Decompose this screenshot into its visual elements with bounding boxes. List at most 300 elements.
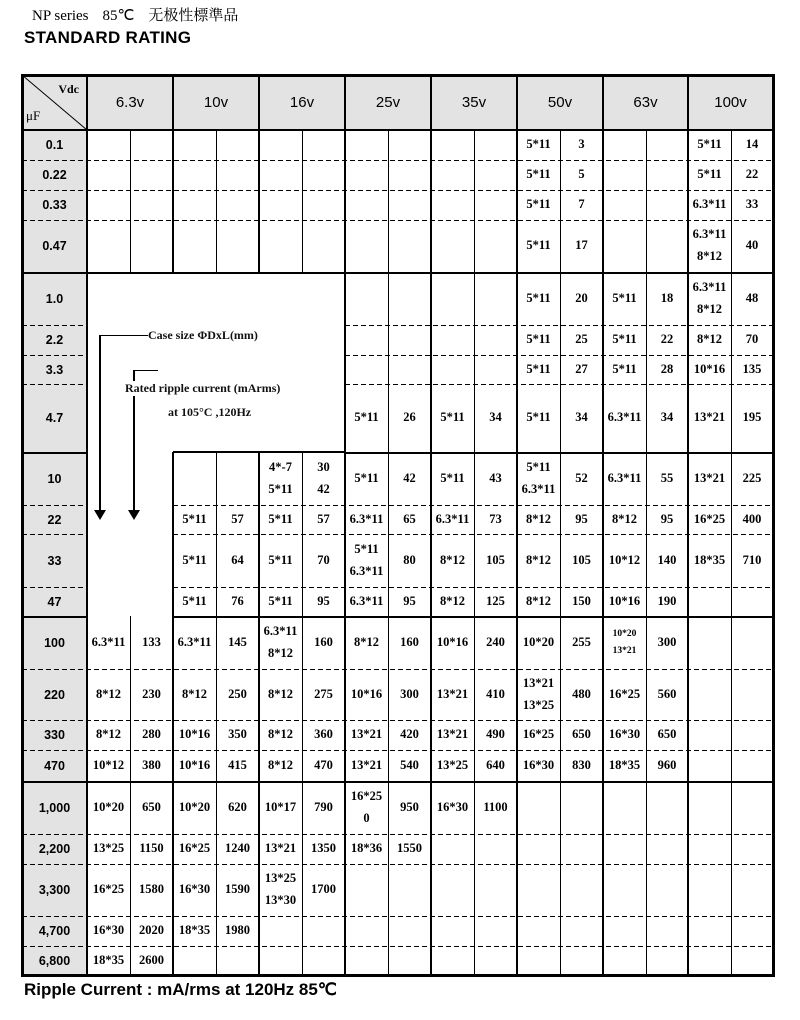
ripple-current-cell <box>731 160 773 190</box>
cell-text: 5*11 <box>354 410 379 425</box>
cell-text: 5*11 <box>526 332 551 347</box>
ripple-current-cell <box>302 720 345 750</box>
cell-text: 190 <box>657 593 677 608</box>
case-size-cell <box>87 616 130 669</box>
column-divider <box>216 452 217 975</box>
cell-text: 2020 <box>139 923 164 938</box>
cell-text: 95 <box>575 511 588 526</box>
header-divider <box>22 129 773 131</box>
voltage-header: 16v <box>259 75 345 130</box>
ripple-current-cell <box>646 272 688 325</box>
row-divider <box>173 534 773 535</box>
cell-text: 5*11 <box>526 197 551 212</box>
column-divider <box>172 130 174 272</box>
cell-text: 26 <box>403 410 416 425</box>
case-size-cell <box>87 669 130 720</box>
ripple-current-cell <box>130 160 173 190</box>
cell-text: 710 <box>742 552 762 567</box>
case-size-cell <box>173 864 216 916</box>
ripple-current-cell <box>302 750 345 781</box>
cell-text: 18*35 <box>92 952 125 967</box>
cell-text: 16*30 <box>92 923 125 938</box>
cell-text: 95 <box>660 511 674 526</box>
case-size-cell <box>517 534 560 587</box>
cell-text: 6.3*11 <box>692 279 727 294</box>
row-divider <box>22 384 87 385</box>
ripple-current-cell <box>646 864 688 916</box>
table-border-bottom <box>21 974 775 977</box>
ripple-current-cell <box>216 452 259 505</box>
column-divider <box>560 130 561 975</box>
ripple-current-cell <box>646 160 688 190</box>
cell-text: 13*21 <box>350 727 383 742</box>
ripple-current-cell <box>388 750 431 781</box>
case-size-cell <box>431 946 474 975</box>
cell-text: 950 <box>400 799 419 814</box>
ripple-current-cell <box>388 220 431 272</box>
cell-text: 650 <box>657 727 677 742</box>
cell-text: 470 <box>314 757 333 772</box>
cell-text: 8*12 <box>526 593 551 608</box>
voltage-header: 10v <box>173 75 259 130</box>
capacitance-label: 0.22 <box>22 160 87 190</box>
case-size-cell <box>345 452 388 505</box>
capacitance-label: 0.33 <box>22 190 87 220</box>
ripple-current-cell <box>388 669 431 720</box>
row-divider <box>345 355 773 356</box>
case-size-cell <box>517 750 560 781</box>
cell-text: 10*16 <box>350 686 383 701</box>
ripple-current-cell <box>474 587 517 616</box>
cell-text: 490 <box>486 727 505 742</box>
row-divider <box>22 864 773 865</box>
series-cn-label: 无极性標準品 <box>148 8 239 24</box>
ripple-current-cell <box>731 916 773 946</box>
case-size-cell <box>345 669 388 720</box>
ripple-current-cell <box>302 616 345 669</box>
cell-text: 160 <box>314 634 333 649</box>
case-size-cell <box>688 325 731 355</box>
ripple-current-cell <box>474 834 517 864</box>
case-size-cell <box>431 190 474 220</box>
cell-text: 300 <box>657 634 677 649</box>
case-size-cell <box>603 669 646 720</box>
ripple-current-cell <box>474 220 517 272</box>
voltage-header: 63v <box>603 75 688 130</box>
row-divider <box>173 616 773 618</box>
case-size-cell <box>603 220 646 272</box>
case-size-cell <box>603 384 646 452</box>
case-size-cell <box>259 160 302 190</box>
page-title: STANDARD RATING <box>24 28 192 47</box>
row-divider <box>22 534 87 535</box>
cell-text: 5*11 <box>526 290 551 305</box>
case-size-cell <box>517 505 560 534</box>
ripple-current-cell <box>731 384 773 452</box>
ripple-current-cell <box>474 452 517 505</box>
cell-text: 16*25 <box>608 686 641 701</box>
row-divider <box>22 355 87 356</box>
cell-text: 10*12 <box>608 552 641 567</box>
ripple-current-cell <box>560 946 603 975</box>
ripple-current-cell <box>731 505 773 534</box>
cell-text: 13*25 <box>522 697 555 712</box>
capacitance-label: 220 <box>22 669 87 720</box>
cell-text: 420 <box>400 727 419 742</box>
case-size-cell <box>345 272 388 325</box>
cell-text: 6.3*11 <box>177 634 212 649</box>
cell-text: 5*11 <box>526 410 551 425</box>
capacitance-label: 0.1 <box>22 130 87 160</box>
ripple-current-cell <box>302 534 345 587</box>
ripple-current-cell <box>130 781 173 834</box>
cell-text: 540 <box>400 757 419 772</box>
case-size-cell <box>259 781 302 834</box>
cell-text: 5*11 <box>612 290 637 305</box>
cell-text: 95 <box>317 593 330 608</box>
ripple-current-cell <box>388 452 431 505</box>
case-size-cell <box>173 190 216 220</box>
ripple-current-cell <box>388 720 431 750</box>
capacitance-label: 10 <box>22 452 87 505</box>
case-size-cell <box>431 325 474 355</box>
cell-text: 5*11 <box>182 511 207 526</box>
cell-text: 10*16 <box>178 757 211 772</box>
cell-text: 195 <box>742 410 762 425</box>
ripple-current-cell <box>388 190 431 220</box>
cell-text: 17 <box>575 238 588 253</box>
case-size-cell <box>259 534 302 587</box>
case-size-cell <box>517 160 560 190</box>
cell-text: 250 <box>228 686 247 701</box>
ripple-current-cell <box>302 781 345 834</box>
cell-text: 13*21 <box>522 675 555 690</box>
capacitance-label: 3,300 <box>22 864 87 916</box>
series-temp: 85℃ <box>102 8 135 24</box>
cell-text: 6.3*11 <box>607 470 642 485</box>
ripple-current-cell <box>646 916 688 946</box>
cell-text: 22 <box>745 167 759 182</box>
column-divider <box>687 130 689 975</box>
column-divider <box>130 130 131 272</box>
ripple-current-cell <box>474 160 517 190</box>
ripple-current-cell <box>130 616 173 669</box>
case-size-cell <box>688 750 731 781</box>
cell-text: 1100 <box>483 799 508 814</box>
ripple-current-cell <box>216 190 259 220</box>
ripple-current-cell <box>646 452 688 505</box>
case-size-cell <box>87 130 130 160</box>
case-size-cell <box>603 325 646 355</box>
cell-text: 620 <box>228 799 247 814</box>
row-divider <box>22 452 87 454</box>
case-size-cell <box>173 534 216 587</box>
cell-text: 70 <box>745 332 759 347</box>
capacitance-label: 0.47 <box>22 220 87 272</box>
ripple-current-cell <box>731 220 773 272</box>
cell-text: 16*25 <box>693 511 726 526</box>
ripple-current-cell <box>216 669 259 720</box>
cell-text: 8*12 <box>96 686 121 701</box>
column-divider <box>602 130 604 975</box>
ripple-current-cell <box>474 190 517 220</box>
cell-text: 480 <box>572 686 591 701</box>
row-divider <box>22 220 773 221</box>
case-size-cell <box>259 946 302 975</box>
case-size-cell <box>431 916 474 946</box>
ripple-current-cell <box>646 834 688 864</box>
row-divider <box>22 190 773 191</box>
cell-text: 64 <box>231 552 244 567</box>
column-divider <box>258 130 260 272</box>
cell-text: 8*12 <box>268 686 293 701</box>
cell-text: 790 <box>314 799 333 814</box>
cell-text: 18*35 <box>608 757 641 772</box>
case-size-cell <box>688 946 731 975</box>
case-size-cell <box>173 452 216 505</box>
case-size-cell <box>517 864 560 916</box>
case-size-cell <box>688 781 731 834</box>
cell-text: 240 <box>486 634 505 649</box>
case-size-cell <box>431 669 474 720</box>
cell-text: 57 <box>231 511 244 526</box>
ripple-current-cell <box>731 587 773 616</box>
cell-text: 1150 <box>139 841 164 856</box>
case-size-cell <box>603 534 646 587</box>
case-size-cell <box>345 190 388 220</box>
voltage-header: 6.3v <box>87 75 173 130</box>
case-size-cell <box>431 834 474 864</box>
case-size-cell <box>259 220 302 272</box>
case-size-cell <box>345 587 388 616</box>
ripple-current-cell <box>388 130 431 160</box>
case-size-cell <box>259 505 302 534</box>
case-size-cell <box>259 190 302 220</box>
ripple-current-cell <box>388 325 431 355</box>
case-size-cell <box>173 720 216 750</box>
case-size-cell <box>517 190 560 220</box>
cell-text: 8*12 <box>268 727 293 742</box>
row-divider <box>173 587 773 588</box>
cell-text: 6.3*11 <box>349 563 384 578</box>
row-divider <box>173 505 773 506</box>
cell-text: 57 <box>317 511 330 526</box>
cell-text: 1590 <box>225 882 250 897</box>
ripple-current-cell <box>130 720 173 750</box>
ripple-current-cell <box>302 916 345 946</box>
cell-text: 8*12 <box>354 634 379 649</box>
corner-cell <box>22 75 87 130</box>
ripple-leader <box>133 370 158 371</box>
case-size-cell <box>345 864 388 916</box>
table-border-top <box>21 74 775 77</box>
column-divider <box>430 130 432 975</box>
case-size-cell <box>688 505 731 534</box>
case-size-cell <box>173 130 216 160</box>
ripple-current-cell <box>388 272 431 325</box>
cell-text: 1240 <box>225 841 250 856</box>
cell-text: 73 <box>489 511 502 526</box>
case-size-cell <box>259 669 302 720</box>
cell-text: 13*21 <box>693 410 726 425</box>
arrow-down-icon <box>94 510 106 520</box>
ripple-current-cell <box>560 384 603 452</box>
case-size-cell <box>259 130 302 160</box>
cell-text: 28 <box>660 361 674 376</box>
cell-text: 13*21 <box>612 645 637 656</box>
cell-text: 5*11 <box>526 361 551 376</box>
cell-text: 133 <box>142 634 161 649</box>
cell-text: 18*36 <box>350 841 383 856</box>
case-size-cell <box>603 616 646 669</box>
ripple-current-cell <box>731 669 773 720</box>
ripple-current-cell <box>474 864 517 916</box>
case-size-cell <box>688 669 731 720</box>
ripple-current-cell <box>646 505 688 534</box>
case-size-cell <box>345 160 388 190</box>
ripple-current-cell <box>388 834 431 864</box>
column-divider <box>216 130 217 272</box>
cell-text: 5*11 <box>612 332 637 347</box>
ripple-current-cell <box>731 452 773 505</box>
case-size-cell <box>603 834 646 864</box>
cell-text: 8*12 <box>268 645 293 660</box>
ripple-current-cell <box>560 616 603 669</box>
case-size-cell <box>688 452 731 505</box>
cell-text: 6.3*11 <box>692 227 727 242</box>
ripple-current-cell <box>646 587 688 616</box>
cell-text: 380 <box>142 757 161 772</box>
ripple-legend-line2: at 105°C ,120Hz <box>168 405 252 419</box>
case-size-cell <box>87 916 130 946</box>
case-size-cell <box>431 130 474 160</box>
ripple-current-cell <box>646 669 688 720</box>
case-size-cell <box>517 834 560 864</box>
cell-text: 8*12 <box>697 332 722 347</box>
cell-text: 33 <box>745 197 759 212</box>
cell-text: 25 <box>575 332 588 347</box>
case-size-cell <box>259 587 302 616</box>
cell-text: 8*12 <box>697 301 722 316</box>
cell-text: 6.3*11 <box>521 481 556 496</box>
cell-text: 80 <box>403 552 416 567</box>
ripple-current-cell <box>216 616 259 669</box>
case-size-cell <box>688 534 731 587</box>
ripple-current-cell <box>731 534 773 587</box>
case-size-cell <box>173 946 216 975</box>
ripple-current-cell <box>560 534 603 587</box>
cell-text: 16*30 <box>436 799 469 814</box>
case-size-cell <box>431 160 474 190</box>
cell-text: 1550 <box>397 841 422 856</box>
cell-text: 42 <box>317 481 330 496</box>
capacitance-label: 47 <box>22 587 87 616</box>
ripple-current-cell <box>560 452 603 505</box>
cell-text: 4*-7 <box>269 459 292 474</box>
case-size-cell <box>87 160 130 190</box>
ripple-current-cell <box>731 864 773 916</box>
case-size-cell <box>431 272 474 325</box>
cell-text: 5*11 <box>697 137 722 152</box>
case-size-cell <box>517 916 560 946</box>
case-size-cell <box>259 616 302 669</box>
ripple-current-cell <box>560 916 603 946</box>
row-divider <box>22 272 773 274</box>
cell-text: 70 <box>317 552 330 567</box>
case-size-cell <box>345 534 388 587</box>
header-column-divider <box>687 75 689 130</box>
row-divider <box>345 452 773 454</box>
header-column-divider <box>344 75 346 130</box>
case-size-cell <box>688 355 731 384</box>
ripple-current-cell <box>216 220 259 272</box>
cell-text: 5*11 <box>526 238 551 253</box>
case-size-cell <box>173 916 216 946</box>
case-size-cell <box>87 834 130 864</box>
cell-text: 5*11 <box>440 470 465 485</box>
ripple-current-cell <box>646 355 688 384</box>
ripple-current-cell <box>474 355 517 384</box>
row-divider <box>22 669 773 670</box>
ripple-current-cell <box>731 834 773 864</box>
ripple-current-cell <box>560 505 603 534</box>
case-size-cell <box>431 505 474 534</box>
column-divider <box>646 130 647 975</box>
cell-text: 6.3*11 <box>607 410 642 425</box>
ripple-current-cell <box>130 130 173 160</box>
cell-text: 140 <box>657 552 677 567</box>
ripple-current-cell <box>560 190 603 220</box>
ripple-current-cell <box>216 834 259 864</box>
case-size-cell <box>688 272 731 325</box>
ripple-current-cell <box>646 384 688 452</box>
cell-text: 5*11 <box>526 137 551 152</box>
case-size-cell <box>688 834 731 864</box>
case-size-cell <box>688 587 731 616</box>
case-size-cell <box>603 190 646 220</box>
cell-text: 13*30 <box>264 893 297 907</box>
capacitance-label: 1.0 <box>22 272 87 325</box>
case-size-legend: Case size ΦDxL(mm) <box>148 328 258 342</box>
cell-text: 13*21 <box>350 757 383 772</box>
cell-text: 6.3*11 <box>349 511 384 526</box>
cell-text: 125 <box>486 593 505 608</box>
cell-text: 5*11 <box>612 361 637 376</box>
cell-text: 34 <box>660 410 674 425</box>
cell-text: 8*12 <box>182 686 207 701</box>
capacitance-label: 4,700 <box>22 916 87 946</box>
ripple-current-cell <box>731 130 773 160</box>
table-border-right <box>772 74 775 976</box>
ripple-current-cell <box>731 355 773 384</box>
capacitance-label: 2.2 <box>22 325 87 355</box>
cell-text: 43 <box>489 470 502 485</box>
case-size-cell <box>87 864 130 916</box>
table-border-left <box>21 74 24 976</box>
column-divider <box>130 616 131 975</box>
row-divider <box>22 781 773 783</box>
ripple-current-cell <box>388 781 431 834</box>
cell-text: 105 <box>572 552 591 567</box>
cell-text: 10*16 <box>608 593 641 608</box>
ripple-current-cell <box>646 325 688 355</box>
header-column-divider <box>258 75 260 130</box>
row-divider <box>345 384 773 385</box>
ripple-legend-line1: Rated ripple current (mArms) <box>125 381 281 395</box>
ripple-current-cell <box>560 781 603 834</box>
cell-text: 8*12 <box>612 511 637 526</box>
cell-text: 55 <box>660 470 674 485</box>
